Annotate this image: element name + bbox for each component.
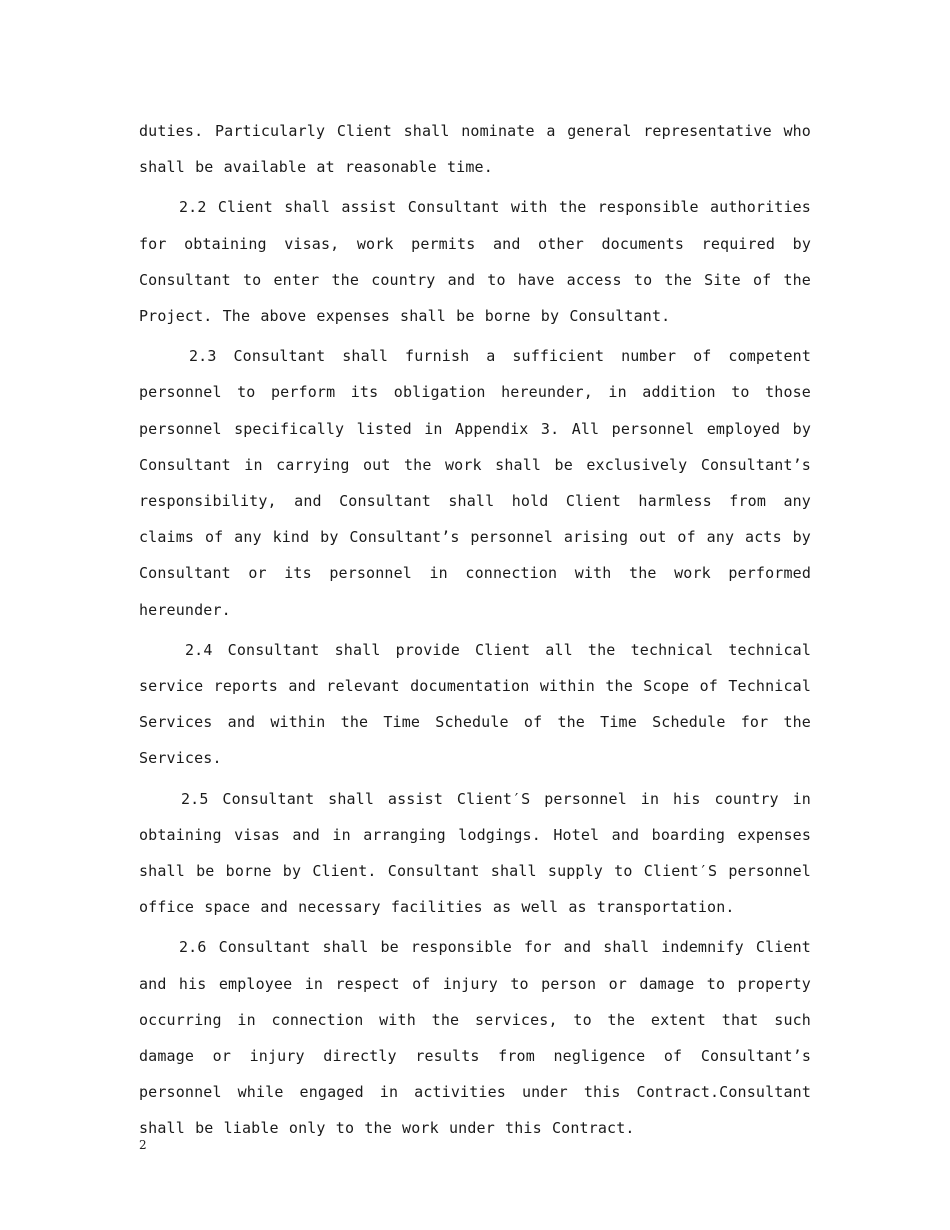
clause-2-6: 2.6 Consultant shall be responsible for and shall indemnify Client and his employee in respect of injury to person or damage to property occurring in connection with the services, to the extent that such damage or injury directly results from negligence of Consultant’s personnel while engaged in activities under this Contract.Consultant shall be liable only to the work under this Contract. (139, 938, 811, 1138)
paragraph-continued: duties. Particularly Client shall nominate a general representative who shall be available at reasonable time. (139, 122, 811, 177)
clause-2-2: 2.2 Client shall assist Consultant with the responsible authorities for obtaining visas, work permits and other documents required by Consultant to enter the country and to have access to the Site of the Project. The above expenses shall be borne by Consultant. (139, 198, 811, 326)
document-body (139, 113, 811, 1151)
clause-2-5: 2.5 Consultant shall assist Client′S personnel in his country in obtaining visas and in arranging lodgings. Hotel and boarding expenses shall be borne by Client. Consultant shall supply to Client′S personnel office space and necessary facilities as well as transportation. (139, 789, 811, 917)
clause-2-4: 2.4 Consultant shall provide Client all the technical technical service reports and relevant documentation within the Scope of Technical Services and within the Time Schedule of the Time Schedule for the Services. (139, 640, 811, 768)
clause-2-3: 2.3 Consultant shall furnish a sufficient number of competent personnel to perform its obligation hereunder, in addition to those personnel specifically listed in Appendix 3. All personnel employed by Consultant in carrying out the work shall be exclusively Consultant’s responsibility, and Consultant shall hold Client harmless from any claims of any kind by Consultant’s personnel arising out of any acts by Consultant or its personnel in connection with the work performed hereunder. (139, 347, 811, 619)
page-number: 2 (139, 1138, 147, 1152)
